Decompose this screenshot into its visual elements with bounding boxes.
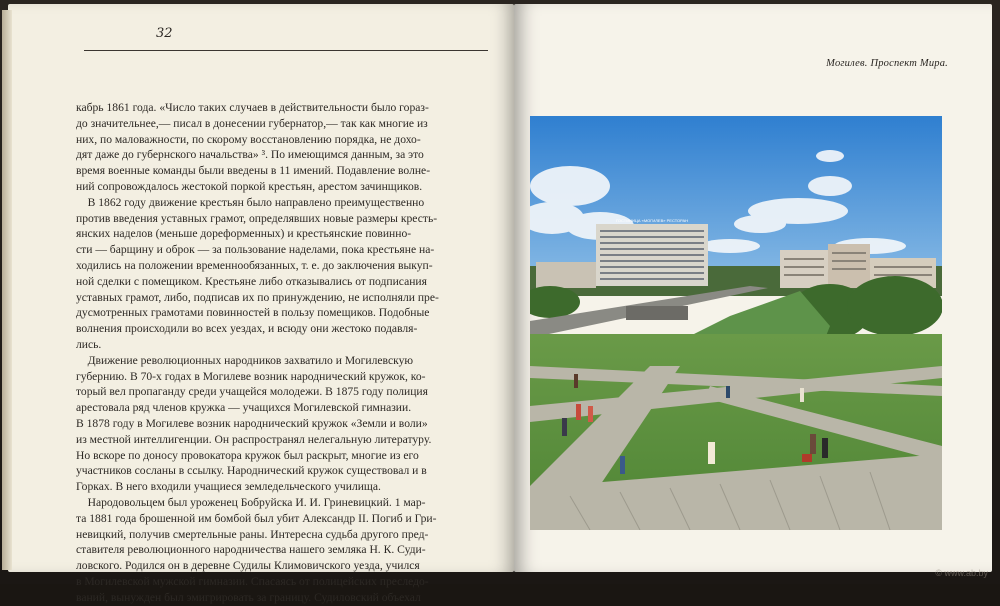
text-line: в Могилевской мужской гимназии. Спасаясь от полицейских преследо- <box>76 574 429 588</box>
text-line: кабрь 1861 года. «Число таких случаев в действительности было гораз- <box>76 101 429 114</box>
page-number: 32 <box>156 26 173 41</box>
text-line: невицкий, получив смертельные раны. Интересна судьба другого пред- <box>76 527 429 541</box>
hotel-building <box>596 224 708 286</box>
text-line: ходились на положении временнообязанных, т. е. до заключения выкуп- <box>76 258 433 272</box>
text-line: против введения уставных грамот, определявших новые размеры кресть- <box>76 211 438 225</box>
text-line: губернию. В 70-х годах в Могилеве возник народнический кружок, ко- <box>76 369 426 383</box>
text-line: В 1878 году в Могилеве возник народнический кружок «Земли и воли» <box>76 416 428 430</box>
text-line: сти — барщину и оброк — за пользование наделами, пока крестьяне на- <box>76 243 435 257</box>
header-rule <box>84 50 488 51</box>
text-line: ний сопровождалось жестокой поркой крестьян, арестом зачинщиков. <box>76 179 423 193</box>
city-photo <box>530 116 942 530</box>
text-line: та 1881 года брошенной им бомбой был убит Александр II. Погиб и Гри- <box>76 511 437 525</box>
photo-caption: Могилев. Проспект Мира. <box>826 58 948 69</box>
text-line: ловского. Родился он в деревне Судилы Климовичского уезда, учился <box>76 559 420 573</box>
text-line: янских наделов (меньше дореформенных) и крестьянские повинно- <box>76 227 412 241</box>
text-line: Горках. В него входили учащиеся земледельческого училища. <box>76 480 381 494</box>
text-line: время военные команды были введены в 11 имений. Подавление волне- <box>76 164 431 178</box>
text-line: ставителя революционного народничества нашего земляка Н. К. Суди- <box>76 543 426 557</box>
body-text <box>76 100 500 606</box>
text-line: уставных грамот, либо, подписав их по принуждению, не исполняли пре- <box>76 290 439 304</box>
bridge <box>626 306 688 320</box>
text-line: арестовала ряд членов кружка — учащихся Могилевской гимназии. <box>76 401 412 415</box>
text-line: Народовольцем был уроженец Бобруйска И. И. Гриневицкий. 1 мар- <box>76 495 426 509</box>
text-line: В 1862 году движение крестьян было направлено преимущественно <box>76 195 425 209</box>
text-line: Но вскоре по доносу провокатора кружок был раскрыт, многие из его <box>76 448 419 462</box>
photo-illustration <box>530 116 942 530</box>
low-building <box>536 262 596 288</box>
text-line: лись. <box>76 337 102 351</box>
text-line: них, по маловажности, по скорому восстановлению порядка, не дохо- <box>76 132 421 146</box>
text-line: Движение революционных народников захватило и Могилевскую <box>76 353 414 367</box>
hotel-roof-sign: ГОСТИНИЦА «МОГИЛЕВ» РЕСТОРАН <box>615 218 689 223</box>
text-line: ваний, вынужден был эмигрировать за границу. Судиловский объехал <box>76 590 421 604</box>
text-line: волнения происходили во всех уездах, и всюду они жестоко подавля- <box>76 322 418 336</box>
text-line: ной сделки с помещиком. Крестьяне либо отказывались от подписания <box>76 274 427 288</box>
text-line: дят даже до губернского начальства» ³. По имеющимся данным, за это <box>76 148 424 162</box>
text-line: дусмотренных грамотами повинностей в пользу помещиков. Подобные <box>76 306 430 320</box>
text-line: до значительнее,— писал в донесении губернатор,— так как многие из <box>76 116 428 130</box>
text-line: торый вел пропаганду среди учащейся молодежи. В 1875 году полиция <box>76 385 428 399</box>
watermark: © www.ab.by <box>935 568 988 578</box>
text-line: участников сосланы в ссылку. Народнический кружок существовал и в <box>76 464 427 478</box>
text-line: из местной интеллигенции. Он распространял нелегальную литературу. <box>76 432 432 446</box>
